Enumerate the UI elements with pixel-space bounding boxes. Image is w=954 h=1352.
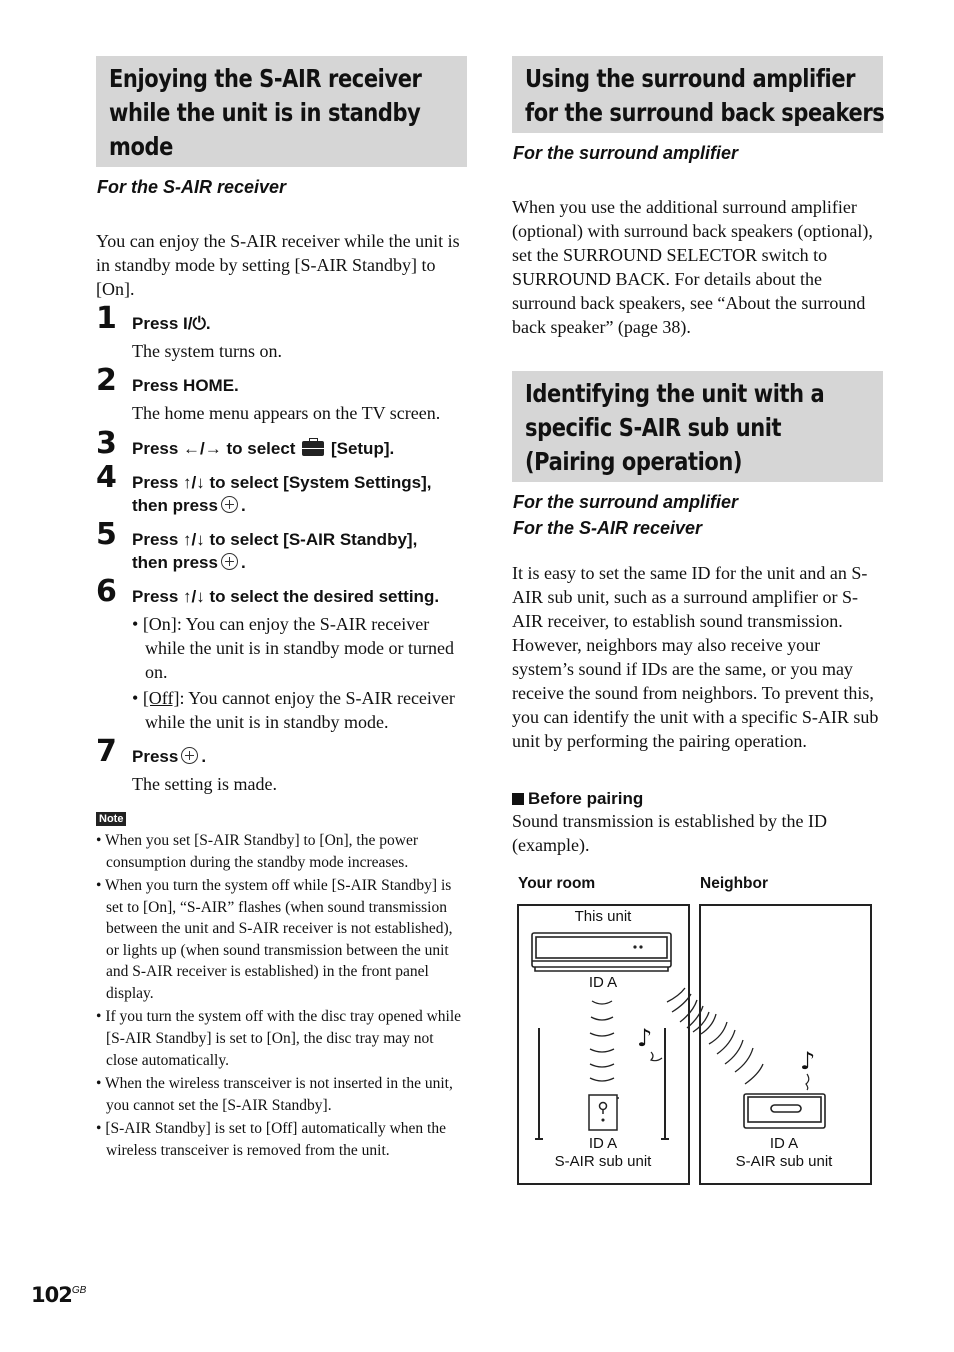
note-item: • If you turn the system off with the disc tray opened while [S-AIR Standby] is set to [On], the disc tray may not close automatically.: [96, 1008, 462, 1069]
enter-button-icon: [221, 553, 238, 570]
step-5-line1: Press ↑/↓ to select [S-AIR Standby],: [132, 530, 418, 549]
option-off-label: [Off]: [142, 688, 180, 708]
step-7-text: Press: [132, 747, 179, 766]
step-4-line1: Press ↑/↓ to select [System Settings],: [132, 473, 432, 492]
step-2-instruction: Press HOME.: [132, 376, 239, 395]
step-7-detail: The setting is made.: [132, 774, 277, 794]
step-6-instruction: Press ↑/↓ to select the desired setting.: [132, 587, 440, 606]
step-number-2: 2: [96, 363, 117, 398]
subheading-sair-receiver: For the S-AIR receiver: [97, 177, 287, 197]
id-a-text: ID A: [769, 1135, 799, 1152]
step-2-detail: The home menu appears on the TV screen.: [132, 403, 441, 423]
before-pairing-title: [512, 787, 643, 810]
step-3-text-b: [Setup].: [330, 439, 395, 458]
step-number-5: 5: [96, 517, 117, 552]
option-on-text: : You can enjoy the S-AIR receiver while the unit is in standby mode or turned on.: [145, 614, 454, 682]
sound-squiggle: [806, 1074, 809, 1090]
page-number: [31, 1283, 86, 1307]
option-off-text: : You cannot enjoy the S-AIR receiver while the unit is in standby mode.: [145, 688, 455, 732]
step-number-6: 6: [96, 574, 117, 609]
surround-paragraph: When you use the additional surround amplifier (optional) with surround back speakers (optional), set the SURROUND SELECTOR switch to SURROUND BACK. For details about the surround back speakers, see “About the surround back speaker” (page 38).: [512, 197, 873, 337]
heading-line: while the unit is in standby: [109, 98, 421, 127]
before-pairing-text: Sound transmission is established by the ID (example).: [512, 811, 827, 855]
note-badge: Note: [96, 812, 126, 826]
step-number-1: 1: [96, 301, 117, 336]
enter-button-icon: [181, 747, 198, 764]
step-1-instruction: Press I/⏻.: [132, 314, 211, 333]
notes-list: [96, 830, 468, 1163]
id-a-text: ID A: [588, 1135, 618, 1152]
neighbor-sub-unit-device: [744, 1094, 825, 1128]
heading-line: Identifying the unit with a: [525, 379, 825, 408]
page-suffix: GB: [71, 1285, 87, 1296]
step-number-3: 3: [96, 426, 117, 461]
section-heading-standby: [96, 56, 467, 167]
heading-line: (Pairing operation): [525, 447, 743, 476]
heading-line: mode: [109, 132, 173, 161]
subheading-surround-amplifier-2: For the surround amplifier: [513, 492, 739, 512]
sub-unit-text: S-AIR sub unit: [735, 1153, 833, 1170]
intro-paragraph: You can enjoy the S-AIR receiver while the unit is in standby mode by setting [S-AIR Standby] to [On].: [96, 231, 460, 299]
section-heading-surround: [512, 56, 883, 133]
wireless-waves-across: [667, 988, 763, 1084]
page-number-value: 102: [31, 1283, 72, 1307]
square-bullet-icon: [512, 793, 524, 805]
step-3-instruction: [132, 437, 394, 460]
step-4-line2: then press: [132, 496, 218, 515]
pairing-diagram-art: [517, 904, 873, 1185]
heading-line: Enjoying the S-AIR receiver: [109, 64, 422, 93]
step-7-instruction: Press .: [132, 747, 207, 766]
heading-line: for the surround back speakers: [525, 98, 885, 127]
heading-line: specific S-AIR sub unit: [525, 413, 782, 442]
music-note-icon: ♪: [637, 1024, 653, 1052]
wireless-waves-down: [590, 1001, 614, 1081]
pairing-paragraph: It is easy to set the same ID for the unit and an S-AIR sub unit, such as a surround amplifier or S-AIR receiver, to establish sound transmission. However, neighbors may also receive your system’s sound if IDs are the same, or you may receive the sound from neighbors. To prevent this, you can identify the unit with a specific S-AIR sub unit by performing the pairing operation.: [512, 563, 879, 751]
before-pairing-label: Before pairing: [528, 789, 644, 808]
step-5-instruction: Press ↑/↓ to select [S-AIR Standby], then press .: [132, 530, 418, 572]
option-on-label: [On]: [142, 614, 177, 634]
option-off: • [Off]: You cannot enjoy the S-AIR receiver while the unit is in standby mode.: [132, 688, 455, 732]
subheading-surround-amplifier: For the surround amplifier: [513, 143, 739, 163]
music-note-icon: ♪: [800, 1047, 816, 1075]
sub-unit-text: S-AIR sub unit: [554, 1153, 652, 1170]
note-item: • When you set [S-AIR Standby] to [On], the power consumption during the standby mode increases.: [96, 832, 418, 871]
note-item: • When you turn the system off while [S-AIR Standby] is set to [On], “S-AIR” flashes (when sound transmission between the unit and S-AIR receiver is not established), or lights up (when sound transmission between the unit and S-AIR receiver is established) in the front panel display.: [96, 876, 453, 1002]
heading-line: Using the surround amplifier: [525, 64, 856, 93]
toolbox-icon: [302, 441, 324, 456]
sound-squiggle: [651, 1052, 662, 1061]
label-neighbor: Neighbor: [700, 875, 769, 892]
id-a-main-label: ID A: [588, 974, 618, 991]
sair-sub-unit-device: [589, 1095, 619, 1130]
step-1-detail: The system turns on.: [132, 341, 282, 361]
section-heading-pairing: [512, 371, 883, 482]
step-6-options: [132, 612, 470, 734]
step-5-line2: then press: [132, 553, 218, 572]
step-4-instruction: Press ↑/↓ to select [System Settings], then press .: [132, 473, 432, 515]
step-3-text-a: Press ←/→ to select: [132, 439, 296, 458]
label-your-room: Your room: [518, 875, 596, 892]
step-number-4: 4: [96, 460, 117, 495]
note-item: • When the wireless transceiver is not inserted in the unit, you cannot set the [S-AIR Standby].: [96, 1074, 453, 1114]
enter-button-icon: [221, 496, 238, 513]
note-item: • [S-AIR Standby] is set to [Off] automatically when the wireless transceiver is removed from the unit.: [96, 1119, 446, 1159]
main-unit-device: [532, 933, 671, 971]
option-on: • [On]: You can enjoy the S-AIR receiver while the unit is in standby mode or turned on.: [132, 614, 454, 682]
step-number-7: 7: [96, 734, 117, 769]
this-unit-label: This unit: [574, 908, 632, 925]
subheading-sair-receiver-2: For the S-AIR receiver: [513, 518, 703, 538]
